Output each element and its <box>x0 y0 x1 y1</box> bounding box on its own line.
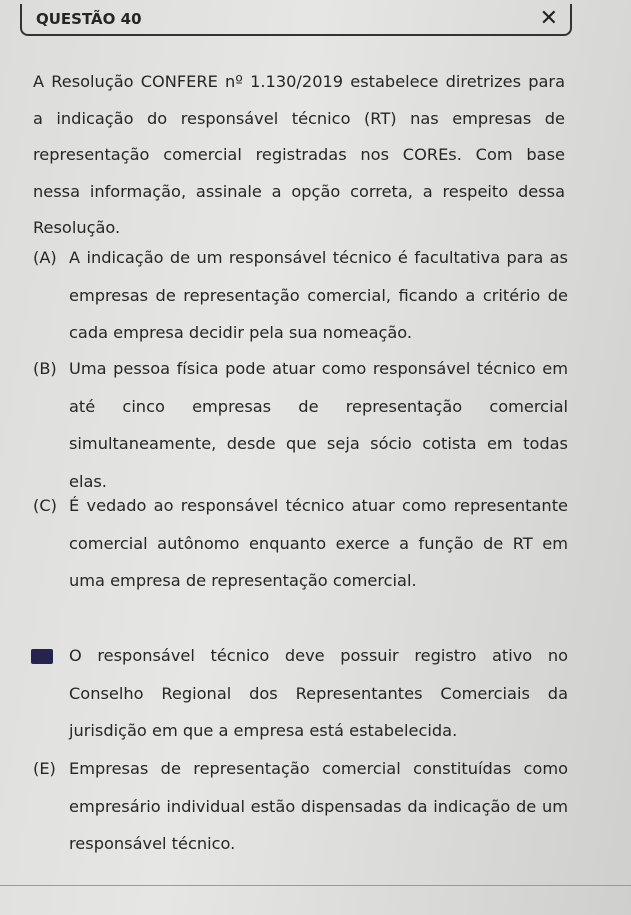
option-d-selected[interactable] <box>33 637 568 750</box>
option-c[interactable] <box>33 487 568 600</box>
option-text: É vedado ao responsável técnico atuar como representante comercial autônomo enquanto exerce a função de RT em uma empresa de representação comercial. <box>69 496 568 590</box>
option-e[interactable] <box>33 750 568 863</box>
question-header <box>20 4 572 36</box>
option-text: A indicação de um responsável técnico é facultativa para as empresas de representação comercial, ficando a critério de cada empresa decidir pela sua nomeação. <box>69 248 568 342</box>
x-mark-icon: ✕ <box>539 6 558 31</box>
option-text: O responsável técnico deve possuir registro ativo no Conselho Regional dos Representantes Comerciais da jurisdição em que a empresa está estabelecida. <box>69 646 568 740</box>
option-label: (C) <box>33 496 57 515</box>
option-a[interactable] <box>33 239 568 352</box>
question-title: QUESTÃO 40 <box>36 10 142 28</box>
option-label: (B) <box>33 359 57 378</box>
option-label: (A) <box>33 248 57 267</box>
question-stem: A Resolução CONFERE nº 1.130/2019 estabelece diretrizes para a indicação do responsável técnico (RT) nas empresas de representação comercial registradas nos COREs. Com base nessa informação, assinale a opção correta, a respeito dessa Resolução. <box>33 72 565 237</box>
option-label: (E) <box>33 759 56 778</box>
divider <box>0 885 631 886</box>
option-b[interactable] <box>33 350 568 500</box>
filled-answer-mark <box>31 649 53 664</box>
option-text: Empresas de representação comercial constituídas como empresário individual estão dispensadas da indicação de um responsável técnico. <box>69 759 568 853</box>
option-text: Uma pessoa física pode atuar como responsável técnico em até cinco empresas de representação comercial simultaneamente, desde que seja sócio cotista em todas elas. <box>69 359 568 491</box>
